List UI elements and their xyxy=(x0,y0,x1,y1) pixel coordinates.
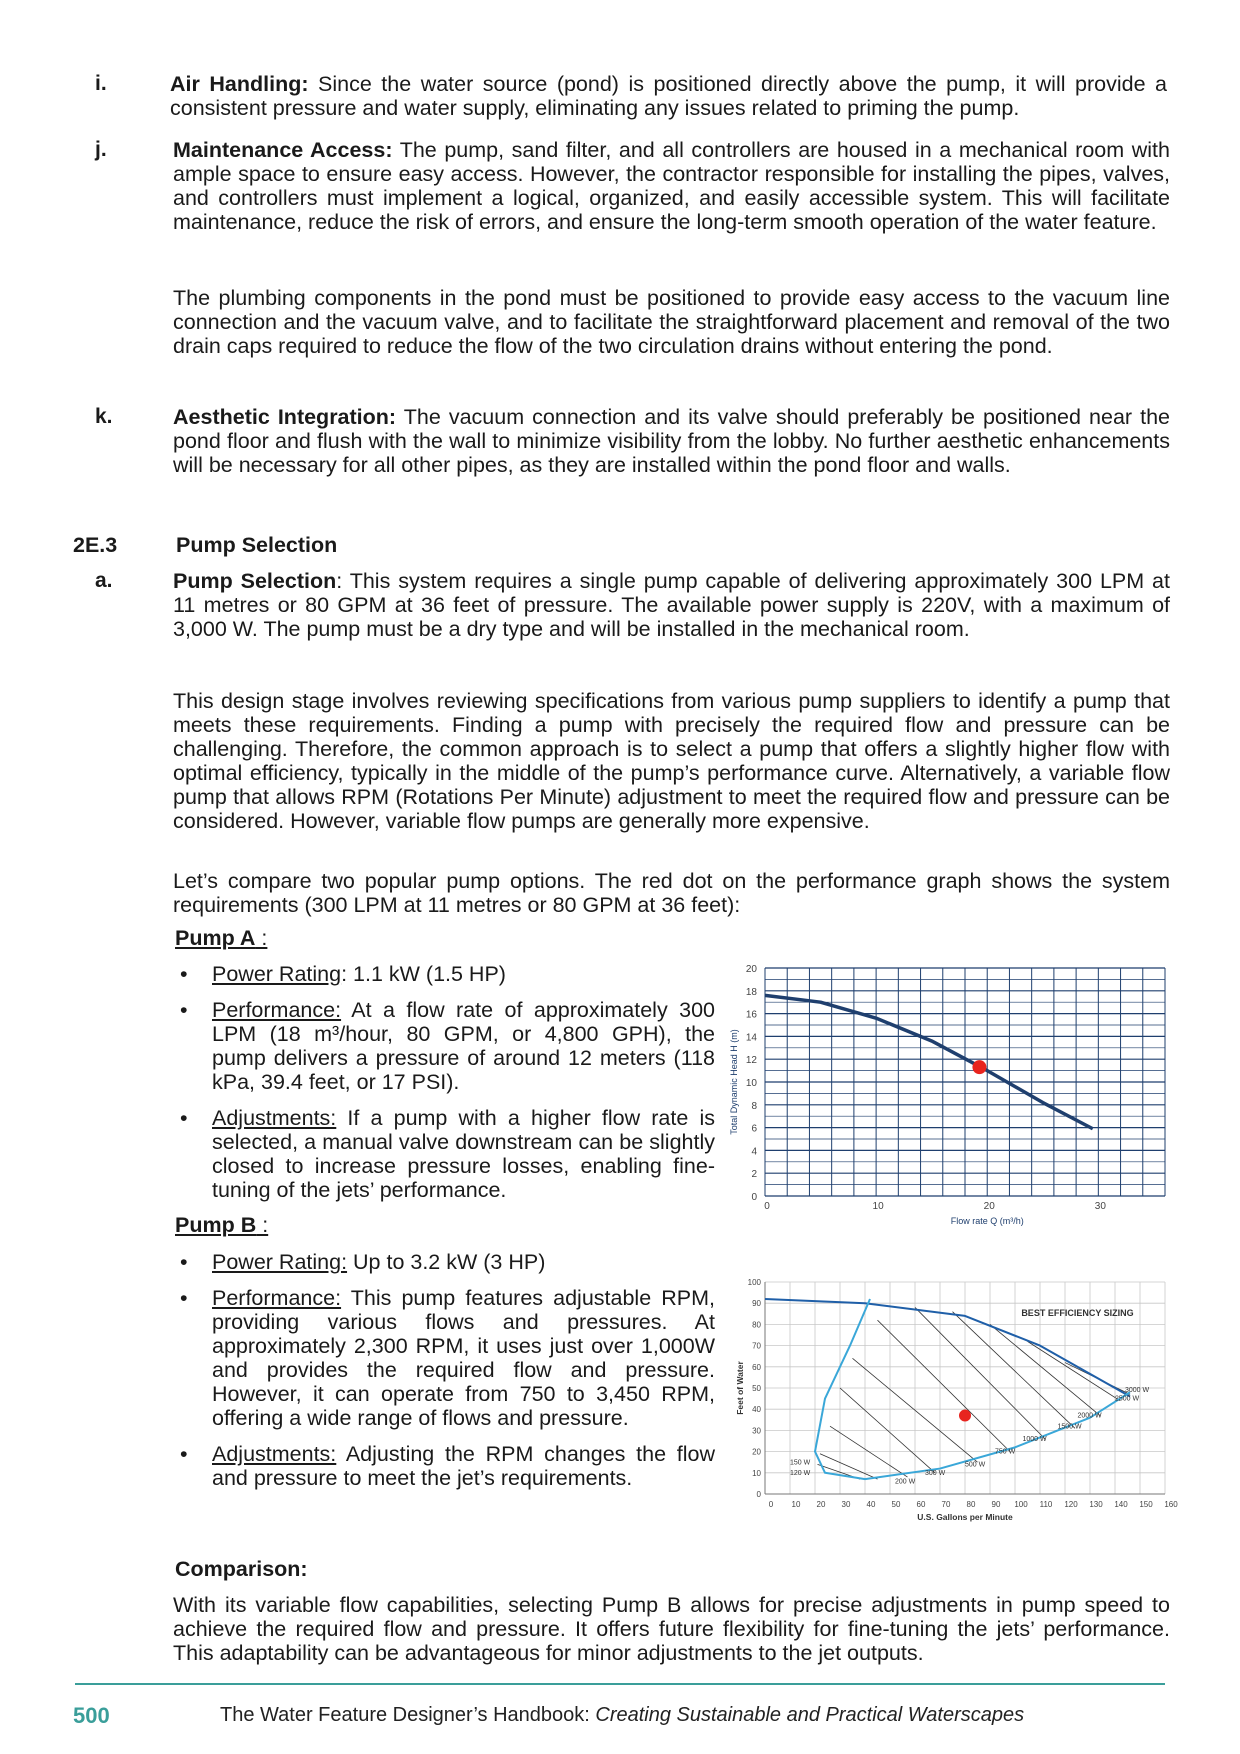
item-title: Maintenance Access: xyxy=(173,138,393,162)
bullet-item: • Power Rating: 1.1 kW (1.5 HP) xyxy=(180,962,506,986)
x-tick-label: 10 xyxy=(872,1201,884,1212)
y-tick-label: 0 xyxy=(751,1192,757,1203)
y-tick-label: 90 xyxy=(752,1299,761,1309)
power-label: 2500 W xyxy=(1115,1395,1140,1403)
x-tick-label: 80 xyxy=(966,1500,976,1509)
pump-b-title: Pump B xyxy=(175,1213,257,1237)
power-label: 150 W xyxy=(790,1459,811,1467)
y-tick-label: 8 xyxy=(751,1100,757,1112)
x-tick-label: 160 xyxy=(1164,1500,1178,1509)
paragraph: The plumbing components in the pond must be positioned to provide easy access to the vacuum line connection and the vacuum valve, and to facilitate the straightforward placement and removal of the two drain caps required to reduce the flow of the two circulation drains without entering the pond. xyxy=(173,286,1170,358)
x-tick-label: 30 xyxy=(841,1500,851,1509)
y-tick-label: 60 xyxy=(752,1362,761,1372)
y-tick-label: 100 xyxy=(747,1278,761,1287)
paragraph: This design stage involves reviewing specifications from various pump suppliers to identify a pump that meets these requirements. Finding a pump with precisely the required flow and pressure can be challenging. Therefore, the common approach is to select a pump that offers a slightly higher flow with optimal efficiency, typically in the middle of the pump’s performance curve. Alternatively, a variable flow pump that allows RPM (Rotations Per Minute) adjustment to meet the required flow and pressure can be considered. However, variable flow pumps are generally more expensive. xyxy=(173,689,1170,833)
power-label: 500 W xyxy=(965,1461,986,1469)
y-axis-label: Feet of Water xyxy=(735,1361,745,1415)
power-label: 200 W xyxy=(895,1478,916,1486)
bullet-item: • Adjustments: If a pump with a higher flow rate is selected, a manual valve downstream can be slightly closed to increase pressure losses, enabling fine-tuning of the jets’ performance. xyxy=(180,1106,715,1202)
x-tick-label: 0 xyxy=(768,1500,774,1509)
x-tick-label: 120 xyxy=(1064,1500,1078,1509)
y-tick-label: 18 xyxy=(745,986,757,998)
power-label: 750 W xyxy=(995,1448,1016,1456)
item-text: Since the water source (pond) is positioned directly above the pump, it will provide a consistent pressure and water supply, eliminating any issues related to priming the pump. xyxy=(170,72,1167,120)
pump-b-heading: Pump B : xyxy=(175,1213,269,1237)
pump-a-title: Pump A xyxy=(175,926,256,950)
footer-book-title: The Water Feature Designer’s Handbook: Creating Sustainable and Practical Waterscapes xyxy=(220,1704,1025,1726)
requirement-point xyxy=(972,1060,986,1074)
x-tick-label: 20 xyxy=(816,1500,826,1509)
chart-title: BEST EFFICIENCY SIZING xyxy=(1021,1307,1134,1318)
power-label: 3000 W xyxy=(1125,1387,1150,1395)
power-label: 120 W xyxy=(790,1469,811,1477)
section-number: 2E.3 xyxy=(73,533,118,557)
x-tick-label: 60 xyxy=(916,1500,926,1509)
y-tick-label: 6 xyxy=(751,1123,757,1135)
paragraph: Let’s compare two popular pump options. The red dot on the performance graph shows the system requirements (300 LPM at 11 metres or 80 GPM at 36 feet): xyxy=(173,869,1170,917)
x-tick-label: 70 xyxy=(941,1500,951,1509)
y-tick-label: 30 xyxy=(752,1426,761,1436)
efficiency-curve xyxy=(815,1299,1130,1479)
power-label: 300 W xyxy=(925,1469,946,1477)
y-tick-label: 16 xyxy=(745,1009,757,1021)
x-axis-label: U.S. Gallons per Minute xyxy=(917,1512,1013,1522)
item-marker: a. xyxy=(95,569,113,592)
bullet-item: • Performance: At a flow rate of approximately 300 LPM (18 m³/hour, 80 GPM, or 4,800 GPH), the pump delivers a pressure of around 12 meters (118 kPa, 39.4 feet, or 17 PSI). xyxy=(180,998,715,1094)
x-tick-label: 0 xyxy=(764,1201,770,1212)
x-axis-label: Flow rate Q (m³/h) xyxy=(950,1216,1024,1226)
item-marker: i. xyxy=(95,72,107,95)
y-tick-label: 10 xyxy=(752,1468,761,1478)
item-paragraph xyxy=(173,569,1170,641)
bullet-item: • Power Rating: Up to 3.2 kW (3 HP) xyxy=(180,1250,546,1274)
y-tick-label: 2 xyxy=(751,1169,757,1181)
pump-b-bullets xyxy=(180,1250,715,1502)
y-tick-label: 14 xyxy=(745,1032,757,1044)
bullet-item: • Adjustments: Adjusting the RPM changes the flow and pressure to meet the jet’s requirements. xyxy=(180,1442,715,1490)
y-tick-label: 50 xyxy=(752,1384,761,1393)
x-tick-label: 150 xyxy=(1139,1500,1153,1509)
y-tick-label: 0 xyxy=(756,1490,761,1499)
power-iso-line xyxy=(1028,1341,1121,1400)
y-tick-label: 12 xyxy=(745,1055,757,1067)
power-label: 1000 W xyxy=(1022,1436,1047,1443)
y-tick-label: 10 xyxy=(745,1078,757,1089)
x-tick-label: 90 xyxy=(991,1500,1001,1509)
requirement-point xyxy=(959,1410,971,1422)
item-text: The vacuum connection and its valve should preferably be positioned near the pond floor and flush with the wall to minimize visibility from the lobby. No further aesthetic enhancements will be necessary for all other pipes, as they are installed within the pond floor and walls. xyxy=(173,405,1170,477)
x-tick-label: 10 xyxy=(791,1500,801,1509)
x-tick-label: 20 xyxy=(983,1201,995,1212)
x-tick-label: 110 xyxy=(1039,1500,1053,1509)
x-tick-label: 40 xyxy=(866,1500,876,1509)
item-paragraph xyxy=(173,405,1170,477)
item-marker: k. xyxy=(95,405,113,428)
item-title: Air Handling: xyxy=(170,72,309,96)
pump-a-heading: Pump A : xyxy=(175,926,268,950)
pump-curve-line xyxy=(765,995,1093,1128)
power-iso-line xyxy=(915,1307,1045,1438)
section-title: Pump Selection xyxy=(176,533,338,557)
power-label: 2000 W xyxy=(1077,1412,1102,1420)
y-axis-label: Total Dynamic Head H (m) xyxy=(729,1029,739,1135)
y-tick-label: 80 xyxy=(752,1320,761,1330)
item-title: Pump Selection xyxy=(173,569,337,593)
item-text: : This system requires a single pump capable of delivering approximately 300 LPM at 11 metres or 80 GPM at 36 feet of pressure. The available power supply is 220V, with a maximum of 3,000 W. The pump must be a dry type and will be installed in the mechanical room. xyxy=(173,569,1170,641)
y-tick-label: 4 xyxy=(751,1146,757,1158)
y-tick-label: 40 xyxy=(752,1405,761,1415)
pump-b-performance-chart xyxy=(725,1272,1178,1532)
item-paragraph xyxy=(170,72,1167,120)
pump-a-bullets xyxy=(180,962,715,1214)
page-number: 500 xyxy=(73,1703,110,1728)
x-tick-label: 50 xyxy=(891,1500,901,1509)
comparison-heading: Comparison: xyxy=(175,1557,308,1581)
item-text: The pump, sand filter, and all controllers are housed in a mechanical room with ample space to ensure easy access. However, the contractor responsible for installing the pipes, valves, and controllers must implement a logical, organized, and easily accessible system. This will facilitate maintenance, reduce the risk of errors, and ensure the long-term smooth operation of the water feature. xyxy=(173,138,1170,234)
comparison-paragraph: With its variable flow capabilities, selecting Pump B allows for precise adjustments in pump speed to achieve the required flow and pressure. It offers future flexibility for fine-tuning the jets’ performance. This adaptability can be advantageous for minor adjustments to the jet outputs. xyxy=(173,1593,1170,1665)
x-tick-label: 130 xyxy=(1089,1500,1103,1509)
y-tick-label: 20 xyxy=(752,1447,761,1457)
y-tick-label: 20 xyxy=(745,964,757,975)
x-tick-label: 100 xyxy=(1014,1500,1028,1509)
x-tick-label: 30 xyxy=(1094,1201,1106,1212)
y-tick-label: 70 xyxy=(752,1341,761,1351)
power-iso-line xyxy=(953,1312,1076,1429)
item-title: Aesthetic Integration: xyxy=(173,405,397,429)
power-label: 1500 W xyxy=(1057,1423,1082,1431)
x-tick-label: 140 xyxy=(1114,1500,1128,1509)
item-paragraph xyxy=(173,138,1170,234)
footer-rule xyxy=(75,1683,1165,1685)
item-marker: j. xyxy=(95,138,107,161)
bullet-item: • Performance: This pump features adjustable RPM, providing various flows and pressures. At approximately 2,300 RPM, it uses just over 1,000W and provides the required flow and pressure. However, it can operate from 750 to 3,450 RPM, offering a wide range of flows and pressure. xyxy=(180,1286,715,1430)
pump-a-performance-chart xyxy=(725,958,1170,1232)
